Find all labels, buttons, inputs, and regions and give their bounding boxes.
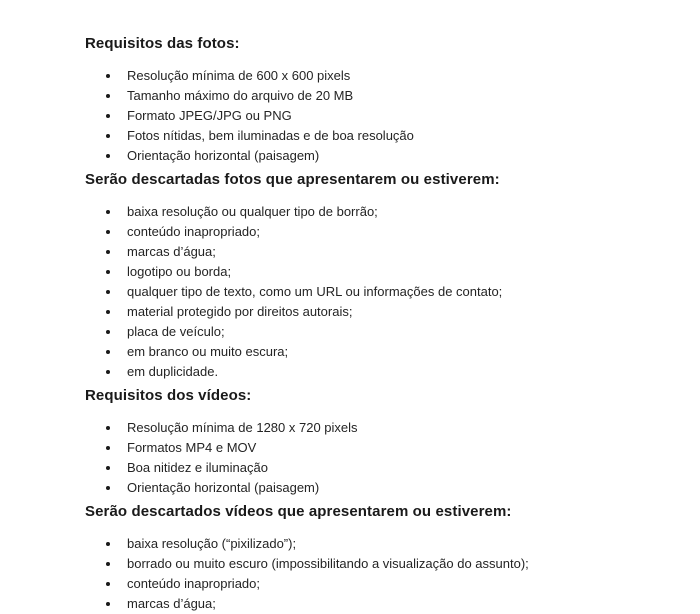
bullet-item: Orientação horizontal (paisagem) — [85, 478, 660, 498]
bullet-item: marcas d’água; — [85, 242, 660, 262]
section-heading: Requisitos das fotos: — [85, 35, 240, 52]
bullet-item: Orientação horizontal (paisagem) — [85, 146, 660, 166]
bullet-item: logotipo ou borda; — [85, 262, 660, 282]
bullet-item: Boa nitidez e iluminação — [85, 458, 660, 478]
bullet-item: baixa resolução (“pixilizado”); — [85, 534, 660, 554]
bullet-item: Resolução mínima de 600 x 600 pixels — [85, 66, 660, 86]
bullet-list — [85, 534, 660, 614]
bullet-item: material protegido por direitos autorais; — [85, 302, 660, 322]
bullet-item: Fotos nítidas, bem iluminadas e de boa resolução — [85, 126, 660, 146]
bullet-item: baixa resolução ou qualquer tipo de borrão; — [85, 202, 660, 222]
section-heading: Serão descartados vídeos que apresentarem ou estiverem: — [85, 503, 512, 520]
document-body — [85, 35, 660, 614]
bullet-item: conteúdo inapropriado; — [85, 222, 660, 242]
bullet-item: placa de veículo; — [85, 322, 660, 342]
bullet-item: em branco ou muito escura; — [85, 342, 660, 362]
bullet-item: Formatos MP4 e MOV — [85, 438, 660, 458]
document-section — [85, 387, 660, 498]
bullet-item: conteúdo inapropriado; — [85, 574, 660, 594]
bullet-item: Formato JPEG/JPG ou PNG — [85, 106, 660, 126]
document-section — [85, 35, 660, 166]
bullet-list — [85, 418, 660, 498]
bullet-item: borrado ou muito escuro (impossibilitando a visualização do assunto); — [85, 554, 660, 574]
bullet-item: marcas d’água; — [85, 594, 660, 614]
bullet-item: em duplicidade. — [85, 362, 660, 382]
section-heading: Serão descartadas fotos que apresentarem ou estiverem: — [85, 171, 500, 188]
bullet-list — [85, 202, 660, 382]
bullet-list — [85, 66, 660, 166]
document-section — [85, 171, 660, 382]
bullet-item: qualquer tipo de texto, como um URL ou informações de contato; — [85, 282, 660, 302]
bullet-item: Tamanho máximo do arquivo de 20 MB — [85, 86, 660, 106]
bullet-item: Resolução mínima de 1280 x 720 pixels — [85, 418, 660, 438]
section-heading: Requisitos dos vídeos: — [85, 387, 252, 404]
document-section — [85, 503, 660, 614]
